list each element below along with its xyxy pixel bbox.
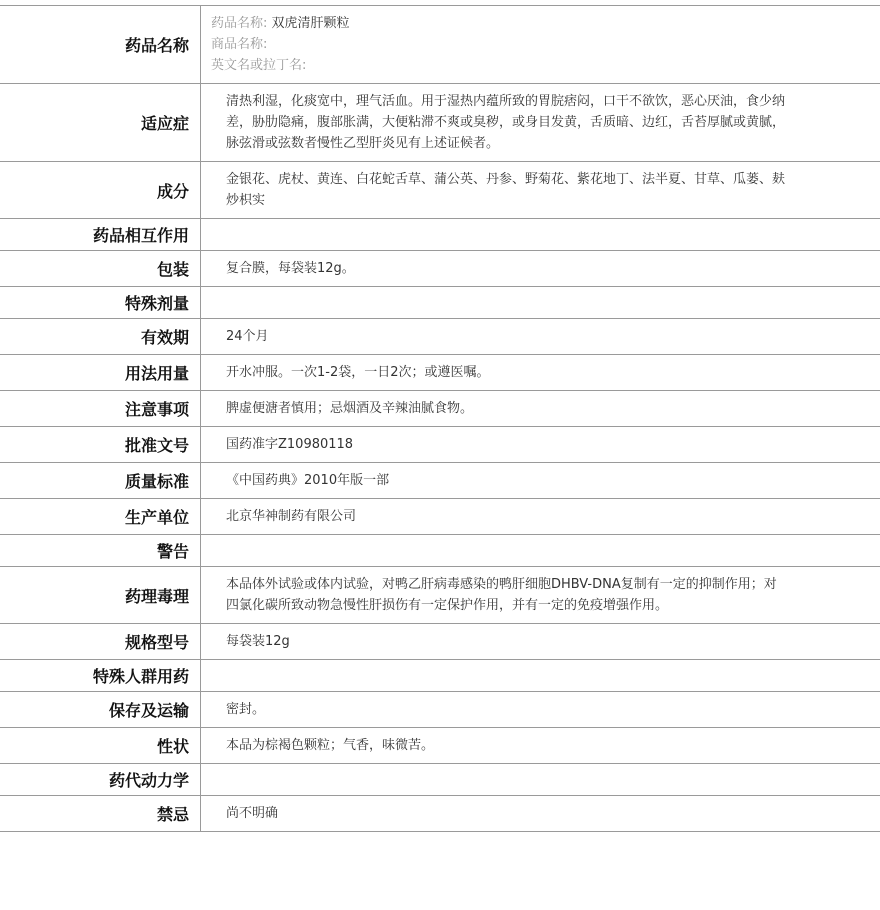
info-row <box>0 692 880 728</box>
generic-name-label: 药品名称: <box>211 16 268 31</box>
row-label-cell <box>0 499 201 535</box>
info-row <box>0 796 880 832</box>
info-row <box>0 660 880 692</box>
row-value: 国药准字Z10980118 <box>226 437 354 452</box>
row-label: 性状 <box>156 737 189 756</box>
row-label: 药代动力学 <box>108 771 189 790</box>
row-label-cell <box>0 84 201 162</box>
row-label-cell <box>0 391 201 427</box>
generic-name-value: 双虎清肝颗粒 <box>271 16 350 31</box>
info-row <box>0 535 880 567</box>
row-label-cell <box>0 624 201 660</box>
row-label: 药理毒理 <box>124 586 189 606</box>
row-label-cell <box>0 660 201 692</box>
drug-name-cell <box>201 6 880 84</box>
row-label: 质量标准 <box>124 472 189 491</box>
info-row <box>0 355 880 391</box>
row-value: 开水冲服。一次1-2袋，一日2次；或遵医嘱。 <box>226 365 490 380</box>
row-label-cell <box>0 728 201 764</box>
info-row <box>0 251 880 287</box>
row-drug-name <box>0 6 880 84</box>
row-label-cell <box>0 427 201 463</box>
info-row <box>0 319 880 355</box>
row-value: 每袋装12g <box>226 634 290 649</box>
info-rows <box>0 84 880 832</box>
row-label: 特殊剂量 <box>124 294 189 313</box>
row-label: 用法用量 <box>124 364 189 383</box>
row-value: 金银花、虎杖、黄连、白花蛇舌草、蒲公英、丹参、野菊花、紫花地丁、法半夏、甘草、瓜蒌、麸炒枳实 <box>226 172 786 208</box>
info-row <box>0 499 880 535</box>
info-row <box>0 162 880 219</box>
row-value: 《中国药典》2010年版一部 <box>226 473 390 488</box>
row-label-cell <box>0 319 201 355</box>
row-label-cell <box>0 251 201 287</box>
row-label: 注意事项 <box>124 400 189 419</box>
row-label: 有效期 <box>140 328 189 347</box>
row-label: 药品名称 <box>124 36 189 55</box>
row-value: 脾虚便溏者慎用；忌烟酒及辛辣油腻食物。 <box>226 401 474 416</box>
row-value: 清热利湿，化痰宽中，理气活血。用于湿热内蕴所致的胃脘痞闷，口干不欲饮，恶心厌油，食少纳差，胁肋隐痛，腹部胀满，大便粘滞不爽或臭秽，或身目发黄，舌质暗、边红，舌苔厚腻或黄腻，脉弦滑或弦数者慢性乙型肝炎见有上述证候者。 <box>226 94 786 151</box>
trade-name-line <box>211 34 870 55</box>
row-value: 复合膜，每袋装12g。 <box>226 261 355 276</box>
drug-info-table <box>0 5 880 832</box>
row-label: 生产单位 <box>124 508 189 527</box>
row-value: 北京华神制药有限公司 <box>226 509 357 524</box>
row-label-cell <box>0 567 201 624</box>
info-row <box>0 567 880 624</box>
row-label: 药品相互作用 <box>92 226 189 245</box>
row-label: 包装 <box>156 260 189 279</box>
info-row <box>0 764 880 796</box>
row-label-cell <box>0 287 201 319</box>
row-label-cell <box>0 764 201 796</box>
row-value: 本品体外试验或体内试验，对鸭乙肝病毒感染的鸭肝细胞DHBV-DNA复制有一定的抑制作用；对四氯化碳所致动物急慢性肝损伤有一定保护作用，并有一定的免疫增强作用。 <box>226 577 777 613</box>
generic-name-line <box>211 13 870 34</box>
row-label: 批准文号 <box>124 436 189 455</box>
row-value <box>201 764 880 796</box>
row-value <box>201 219 880 251</box>
row-value: 本品为棕褐色颗粒；气香，味微苦。 <box>226 738 435 753</box>
info-row <box>0 427 880 463</box>
row-value: 24个月 <box>226 329 269 344</box>
row-label-cell <box>0 219 201 251</box>
row-label-cell <box>0 463 201 499</box>
english-name-label: 英文名或拉丁名: <box>211 58 307 73</box>
row-label-cell <box>0 535 201 567</box>
row-label: 警告 <box>156 542 189 561</box>
info-row <box>0 84 880 162</box>
row-label: 规格型号 <box>124 633 189 652</box>
row-label-cell <box>0 162 201 219</box>
row-label: 成分 <box>156 181 189 201</box>
info-row <box>0 391 880 427</box>
trade-name-label: 商品名称: <box>211 37 268 52</box>
row-value: 尚不明确 <box>226 806 279 821</box>
row-label-cell <box>0 692 201 728</box>
row-label-cell <box>0 796 201 832</box>
row-label-cell <box>0 6 201 84</box>
info-row <box>0 287 880 319</box>
info-row <box>0 219 880 251</box>
row-label: 适应症 <box>140 114 189 133</box>
row-label: 特殊人群用药 <box>92 667 189 686</box>
row-label-cell <box>0 355 201 391</box>
row-label: 禁忌 <box>156 805 189 824</box>
info-row <box>0 624 880 660</box>
row-value <box>201 287 880 319</box>
row-value <box>201 660 880 692</box>
info-row <box>0 463 880 499</box>
row-label: 保存及运输 <box>108 701 189 720</box>
english-name-line <box>211 55 870 76</box>
row-value <box>201 535 880 567</box>
info-row <box>0 728 880 764</box>
row-value: 密封。 <box>226 702 266 717</box>
